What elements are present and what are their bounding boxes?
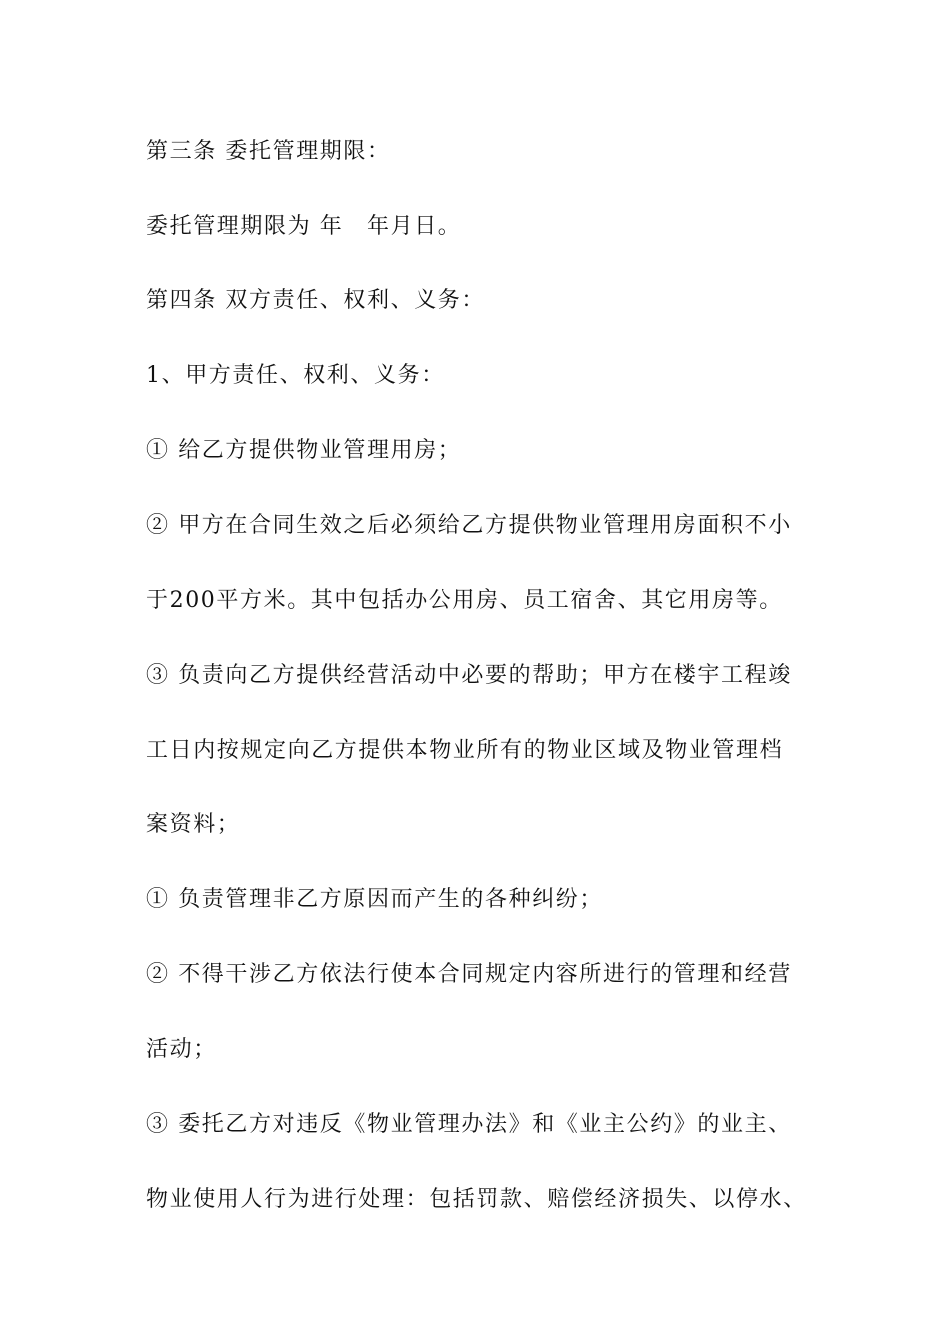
management-term-line: 委托管理期限为 年 年月日。: [146, 214, 462, 239]
party-a-item-1: ① 给乙方提供物业管理用房；: [146, 438, 462, 463]
violation-handling-line-2: 物业使用人行为进行处理：包括罚款、赔偿经济损失、以停水、: [146, 1187, 807, 1212]
article-4-heading: 第四条 双方责任、权利、义务：: [146, 288, 485, 313]
party-a-item-3-line-3: 案资料；: [146, 812, 241, 837]
violation-handling-line-1: ③ 委托乙方对违反《物业管理办法》和《业主公约》的业主、: [146, 1112, 792, 1137]
party-a-item-2-line-2: 于200平方米。其中包括办公用房、员工宿舍、其它用房等。: [146, 588, 783, 613]
party-a-item-2-line-1: ② 甲方在合同生效之后必须给乙方提供物业管理用房面积不小: [146, 513, 792, 538]
dispute-item: ① 负责管理非乙方原因而产生的各种纠纷；: [146, 887, 603, 912]
article-3-heading: 第三条 委托管理期限：: [146, 139, 391, 164]
party-a-item-3-line-2: 工日内按规定向乙方提供本物业所有的物业区域及物业管理档: [146, 738, 784, 763]
non-interference-line-2: 活动；: [146, 1037, 217, 1062]
party-a-heading: 1、甲方责任、权利、义务：: [146, 363, 445, 388]
non-interference-line-1: ② 不得干涉乙方依法行使本合同规定内容所进行的管理和经营: [146, 962, 792, 987]
party-a-item-3-line-1: ③ 负责向乙方提供经营活动中必要的帮助；甲方在楼宇工程竣: [146, 663, 792, 688]
